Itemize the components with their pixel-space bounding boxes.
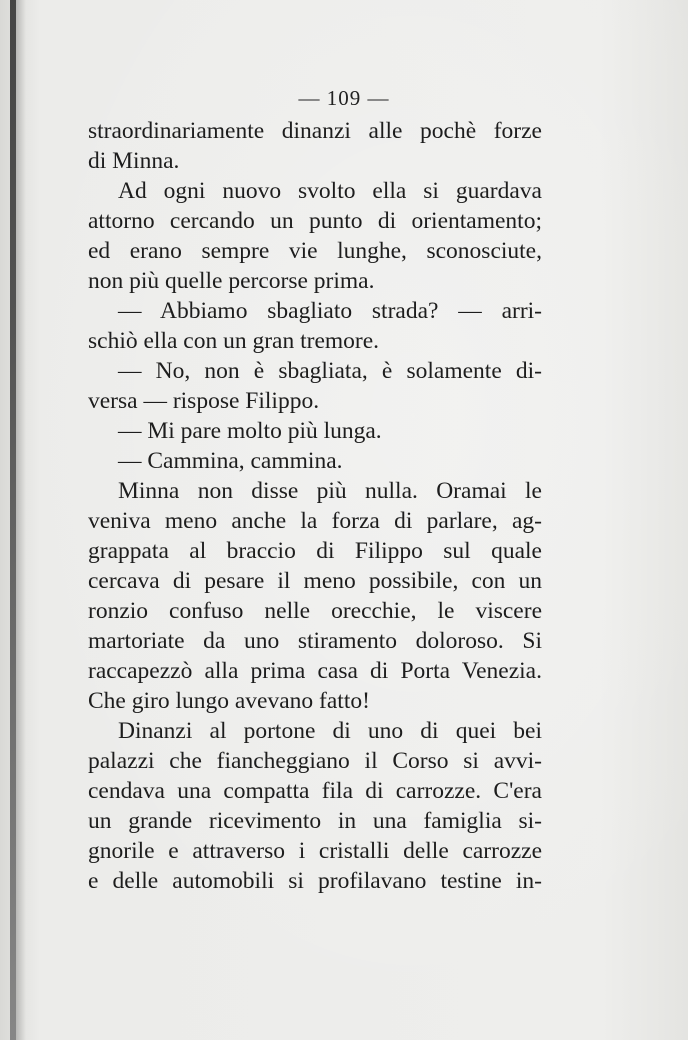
text-line: — Mi pare molto più lunga. [118,418,382,444]
page-number: — 109 — [298,86,390,110]
text-line: versa — rispose Filippo. [88,388,320,414]
text-line: Ad ogni nuovo svolto ella si guardava [118,178,542,204]
text-line: ronzio confuso nelle orecchie, le viscere [88,598,542,624]
text-line: veniva meno anche la forza di parlare, ag- [88,508,542,534]
text-line: attorno cercando un punto di orientamento; [88,208,542,234]
text-line: cercava di pesare il meno possibile, con un [88,568,542,594]
text-line: Dinanzi al portone di uno di quei bei [118,718,542,744]
text-line: un grande ricevimento in una famiglia si- [88,808,542,834]
text-line: e delle automobili si profilavano testine in- [88,868,542,894]
text-line: — Cammina, cammina. [118,448,343,474]
text-line: non più quelle percorse prima. [88,268,375,294]
text-line: gnorile e attraverso i cristalli delle carrozze [88,838,542,864]
text-line: di Minna. [88,148,180,174]
text-line: schiò ella con un gran tremore. [88,328,380,354]
text-line: cendava una compatta fila di carrozze. C'era [88,778,542,804]
text-line: Che giro lungo avevano fatto! [88,688,370,714]
text-line: straordinariamente dinanzi alle pochè forze [88,118,542,144]
spine-shadow [16,0,26,1040]
text-line: Minna non disse più nulla. Oramai le [118,478,542,504]
text-line: ed erano sempre vie lunghe, sconosciute, [88,238,542,264]
text-line: martoriate da uno stiramento doloroso. Si [88,628,542,654]
text-line: — No, non è sbagliata, è solamente di- [118,358,542,384]
text-line: raccapezzò alla prima casa di Porta Venezia. [88,658,542,684]
text-line: — Abbiamo sbagliato strada? — arri- [118,298,542,324]
text-line: grappata al braccio di Filippo sul quale [88,538,542,564]
text-line: palazzi che fiancheggiano il Corso si avvi- [88,748,542,774]
